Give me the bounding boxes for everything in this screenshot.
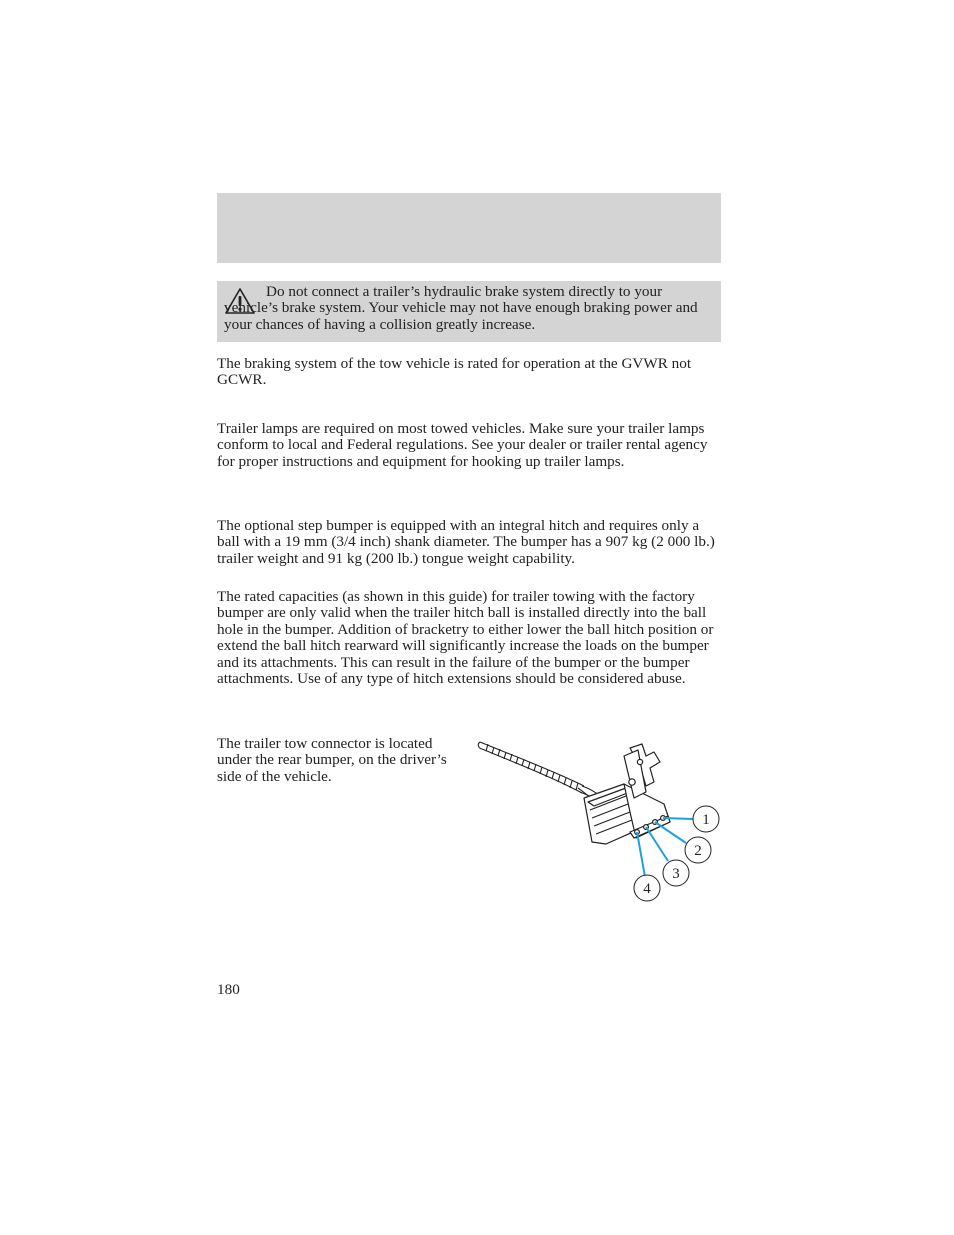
trailer-tow-connector-diagram	[474, 736, 726, 908]
callout-2	[685, 837, 711, 863]
svg-text:2: 2	[694, 843, 702, 859]
rated-capacities-paragraph: The rated capacities (as shown in this guide) for trailer towing with the factory bumper are only valid when the trailer hitch ball is installed directly into the ball hole in the bumper. Addition of bracketry to either lower the ball hitch position or extend the ball hitch rearward will significantly increase the loads on the bumper and its attachments. This can result in the failure of the bumper or the bumper attachments. Use of any type of hitch extensions should be considered abuse.	[217, 588, 714, 688]
wire-harness	[478, 742, 600, 806]
svg-text:3: 3	[672, 866, 680, 882]
callout-3	[663, 860, 689, 886]
callout-4	[634, 875, 660, 901]
connector-body	[584, 744, 670, 844]
svg-text:4: 4	[643, 881, 651, 897]
tow-connector-paragraph: The trailer tow connector is located under the rear bumper, on the driver’s side of the vehicle.	[217, 735, 447, 785]
page-number: 180	[217, 981, 240, 998]
warning-box	[217, 281, 721, 342]
svg-text:1: 1	[702, 812, 710, 828]
braking-system-paragraph: The braking system of the tow vehicle is rated for operation at the GVWR not GCWR.	[217, 355, 692, 389]
warning-text: Do not connect a trailer’s hydraulic brake system directly to your vehicle’s brake system. Your vehicle may not have enough braking power and your chances of having a collision greatly increase.	[224, 283, 698, 333]
section-header-band	[217, 193, 721, 263]
trailer-lamps-paragraph: Trailer lamps are required on most towed vehicles. Make sure your trailer lamps conform to local and Federal regulations. See your dealer or trailer rental agency for proper instructions and equipment for hooking up trailer lamps.	[217, 420, 708, 470]
step-bumper-paragraph: The optional step bumper is equipped with an integral hitch and requires only a ball with a 19 mm (3/4 inch) shank diameter. The bumper has a 907 kg (2 000 lb.) trailer weight and 91 kg (200 lb.) tongue weight capability.	[217, 517, 715, 567]
callout-1	[693, 806, 719, 832]
